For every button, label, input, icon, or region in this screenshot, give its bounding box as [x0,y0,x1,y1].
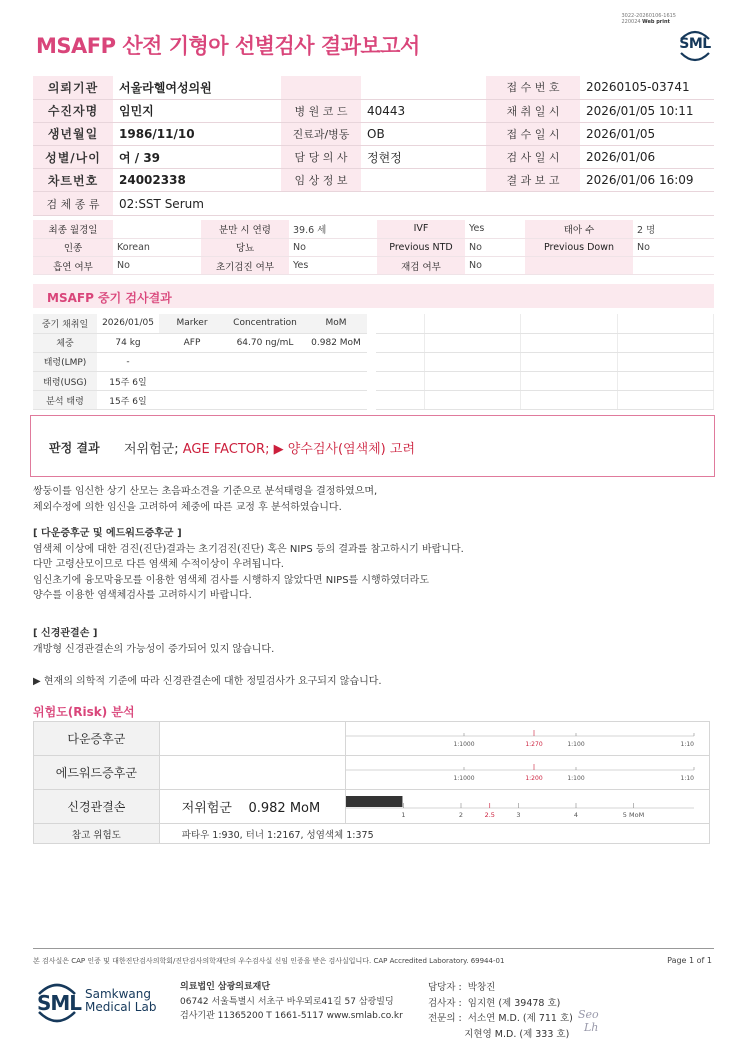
empty-cell [424,333,520,352]
scale-tick-label: 1:1000 [453,775,475,782]
risk-table [33,721,710,844]
footer-logo-mark: SML [37,991,82,1015]
maternal-label: 재검 여부 [377,257,465,275]
patient-row [33,146,714,169]
patient-label: 수진자명 [33,99,113,122]
empty-cell [376,391,424,410]
specimen-label: 검 체 종 류 [33,192,113,215]
empty-cell [617,391,713,410]
judgement-red: AGE FACTOR; ▶ 양수검사(염색체) 고려 [182,442,416,457]
patient-value: 2026/01/06 16:09 [580,169,714,192]
comment-line: 쌍둥이를 임신한 상기 산모는 초음파소견을 기준으로 분석태령을 결정하였으며, [33,486,378,497]
risk-ref-value: 파타우 1:930, 터너 1:2167, 성염색체 1:375 [159,824,709,844]
result-cell: 체중 [33,333,97,352]
patient-label: 병 원 코 드 [281,99,361,122]
risk-down-scale [345,722,709,756]
section-title: MSAFP 중기 검사결과 [47,291,172,305]
org-name: 의료법인 삼광의료재단 [180,982,271,992]
result-row [33,391,367,410]
maternal-value [633,257,714,275]
comment-line: 염색체 이상에 대한 검진(진단)결과는 초기검진(진단) 혹은 NIPS 등의 결과를 참고하시기 바랍니다. [33,543,464,555]
mom-tick-label: 1 [401,811,406,819]
risk-down-label: 다운증후군 [34,722,160,756]
risk-ntd-scale [345,790,709,824]
empty-cell [376,314,424,333]
result-cell [159,372,225,391]
patient-label: 성별/나이 [33,146,113,169]
scale-tick-label: 1:10 [680,775,694,782]
empty-cell [617,314,713,333]
comment-line: 임신초기에 융모막융모를 이용한 염색체 검사를 시행하지 않았다면 NIPS를 시행하였더라도 [33,574,429,586]
maternal-value: No [465,238,525,256]
result-cell: 15주 6일 [97,391,159,410]
empty-cell [521,314,617,333]
comment-line: 개방형 신경관결손의 가능성이 증가되어 있지 않습니다. [33,643,275,655]
empty-cell [424,314,520,333]
comment-ntd-title: [ 신경관결손 ] [33,628,98,639]
empty-row [376,352,714,371]
patient-value: 24002338 [113,169,281,192]
patient-label: 차트번호 [33,169,113,192]
patient-value: 2026/01/05 [580,122,714,145]
risk-edwards-label: 에드워드증후군 [34,756,160,790]
result-cell: Concentration [225,314,305,333]
scale-tick-label: 1:200 [525,775,543,782]
risk-ntd-label: 신경관결손 [34,790,160,824]
patient-value: 1986/11/10 [113,122,281,145]
patient-label: 담 당 의 사 [281,146,361,169]
comment-note: ▶ 현재의 의학적 기준에 따라 신경관결손에 대한 정밀검사가 요구되지 않습니다. [33,676,382,687]
scale-tick-label: 1:100 [567,775,585,782]
mom-bar [346,796,402,807]
footer-divider [33,948,714,949]
patient-value: 여 / 39 [113,146,281,169]
maternal-label [525,257,633,275]
empty-cell [521,391,617,410]
report-code [621,13,676,25]
comment-intro [33,484,713,515]
result-row [33,333,367,352]
result-cell: Marker [159,314,225,333]
maternal-value: No [289,238,377,256]
mom-tick-label: 3 [516,811,521,819]
empty-cell [424,372,520,391]
comment-down-title: [ 다운증후군 및 에드워드증후군 ] [33,528,182,539]
result-row [33,352,367,371]
results-empty-grid [376,314,714,410]
risk-ntd-value: 저위험군 0.982 MoM [159,790,345,824]
sml-logo-icon [676,27,714,63]
page-title: MSAFP 산전 기형아 선별검사 결과보고서 [36,34,420,58]
patient-label: 접 수 번 호 [486,76,580,99]
signature-2: Lh [584,1021,599,1034]
maternal-row [33,220,714,238]
patient-value [361,169,486,192]
maternal-value: No [465,257,525,275]
empty-cell [521,333,617,352]
result-cell [225,391,305,410]
patient-value: OB [361,122,486,145]
judgement-label: 판정 결과 [49,441,100,455]
result-cell: 태령(LMP) [33,352,97,371]
result-cell [159,391,225,410]
signature-1: Seo [578,1008,599,1021]
empty-row [376,391,714,410]
staff-info [428,980,573,1042]
maternal-value: Korean [113,238,201,256]
mom-tick-label: 5 MoM [622,811,645,819]
judgement-box [30,415,715,477]
maternal-row [33,257,714,275]
risk-ref-label: 참고 위험도 [34,824,160,844]
org-contact: 검사기관 11365200 T 1661-5117 www.smlab.co.kr [180,1011,403,1021]
report-code-number: 220024 [621,19,641,25]
maternal-label: 최종 월경일 [33,220,113,238]
risk-edwards-value [159,756,345,790]
maternal-label: IVF [377,220,465,238]
web-print-label: Web print [642,19,670,25]
result-cell: 15주 6일 [97,372,159,391]
scale-tick-label: 1:100 [567,741,585,748]
empty-cell [424,352,520,371]
empty-row [376,372,714,391]
maternal-label: Previous NTD [377,238,465,256]
empty-cell [424,391,520,410]
patient-row [33,99,714,122]
org-info [180,980,403,1024]
maternal-value: No [633,238,714,256]
result-cell [305,352,367,371]
footer-logo [35,980,157,1026]
staff-line: 지현영 M.D. (제 333 호) [428,1028,570,1040]
signature [578,1008,599,1034]
patient-row [33,76,714,99]
risk-title: 위험도(Risk) 분석 [33,705,135,719]
result-cell: 태령(USG) [33,372,97,391]
comment-line: 양수를 이용한 염색체검사를 고려하시기 바랍니다. [33,590,252,601]
result-cell: 64.70 ng/mL [225,333,305,352]
empty-cell [376,333,424,352]
result-cell: - [97,352,159,371]
patient-value: 정현정 [361,146,486,169]
section-header [33,284,714,308]
result-cell: AFP [159,333,225,352]
empty-cell [617,333,713,352]
footer-logo-name2: Medical Lab [85,1000,157,1014]
result-row [33,314,367,333]
staff-line: 전문의 : 서소연 M.D. (제 711 호) [428,1013,573,1024]
result-cell: MoM [305,314,367,333]
empty-cell [521,352,617,371]
footer-logo-name [85,988,156,1014]
scale-tick-label: 1:270 [525,741,543,748]
patient-label: 결 과 보 고 [486,169,580,192]
maternal-value: No [113,257,201,275]
result-cell: 중기 채취일 [33,314,97,333]
result-cell: 74 kg [97,333,159,352]
report-code-line1: 3022-20260106-1615 [621,13,676,19]
page-number: Page 1 of 1 [667,956,712,965]
maternal-label: 당뇨 [201,238,289,256]
empty-cell [376,372,424,391]
maternal-value: Yes [289,257,377,275]
result-cell: 0.982 MoM [305,333,367,352]
patient-label: 생년월일 [33,122,113,145]
staff-line: 담당자 : 박창진 [428,982,496,993]
result-cell [305,391,367,410]
patient-label: 검 사 일 시 [486,146,580,169]
judgement-value [124,438,415,457]
patient-value: 2026/01/06 [580,146,714,169]
patient-value: 40443 [361,99,486,122]
maternal-label: 초기검진 여부 [201,257,289,275]
mom-tick-label: 2.5 [484,811,495,819]
empty-row [376,333,714,352]
empty-cell [617,352,713,371]
patient-label: 접 수 일 시 [486,122,580,145]
maternal-value: Yes [465,220,525,238]
result-cell [159,352,225,371]
empty-cell [521,372,617,391]
risk-edwards-scale [345,756,709,790]
maternal-label: 태아 수 [525,220,633,238]
patient-value: 2026/01/05 10:11 [580,99,714,122]
patient-row [33,122,714,145]
result-row [33,372,367,391]
results-table [33,314,367,410]
maternal-value: 2 명 [633,220,714,238]
patient-label [281,76,361,99]
scale-tick-label: 1:1000 [453,741,475,748]
org-address: 06742 서울특별시 서초구 바우뫼로41길 57 삼광빌딩 [180,996,394,1007]
maternal-label: Previous Down [525,238,633,256]
maternal-value [113,220,201,238]
patient-value: 서울라헬여성의원 [113,76,281,99]
comment-line: 다만 고령산모이므로 다른 염색체 수적이상이 우려됩니다. [33,559,284,570]
patient-value: 20260105-03741 [580,76,714,99]
result-cell [225,352,305,371]
sml-logo-text: SML [679,36,711,52]
judgement-plain: 저위험군; [124,442,183,457]
patient-row [33,169,714,192]
maternal-row [33,238,714,256]
patient-info-table [33,76,714,216]
maternal-value: 39.6 세 [289,220,377,238]
footer-logo-name1: Samkwang [85,987,151,1001]
maternal-info-table [33,220,714,275]
maternal-label: 분만 시 연령 [201,220,289,238]
specimen-row [33,192,714,215]
patient-value: 임민지 [113,99,281,122]
empty-cell [617,372,713,391]
scale-tick-label: 1:10 [680,741,694,748]
maternal-label: 인종 [33,238,113,256]
comment-ntd [33,626,713,657]
mom-tick-label: 2 [458,811,464,819]
staff-line: 검사자 : 임지현 (제 39478 호) [428,997,561,1009]
specimen-value: 02:SST Serum [113,192,714,215]
footer-note: 본 검사실은 CAP 인증 및 대한진단검사의학회/진단검사의학재단의 우수검사실 신임 인증을 받은 검사실입니다. CAP Accredited Laboratory. 69944-01 [33,957,505,965]
patient-value [361,76,486,99]
risk-down-value [159,722,345,756]
patient-label: 임 상 정 보 [281,169,361,192]
result-cell: 2026/01/05 [97,314,159,333]
result-cell: 분석 태령 [33,391,97,410]
empty-row [376,314,714,333]
patient-label: 진료과/병동 [281,122,361,145]
result-cell [305,372,367,391]
patient-label: 채 취 일 시 [486,99,580,122]
mom-tick-label: 4 [573,811,579,819]
comment-down [33,526,713,604]
comment-line: 체외수정에 의한 임신을 고려하여 체중에 따른 교정 후 분석하였습니다. [33,501,342,513]
result-cell [225,372,305,391]
patient-label: 의뢰기관 [33,76,113,99]
maternal-label: 흡연 여부 [33,257,113,275]
empty-cell [376,352,424,371]
